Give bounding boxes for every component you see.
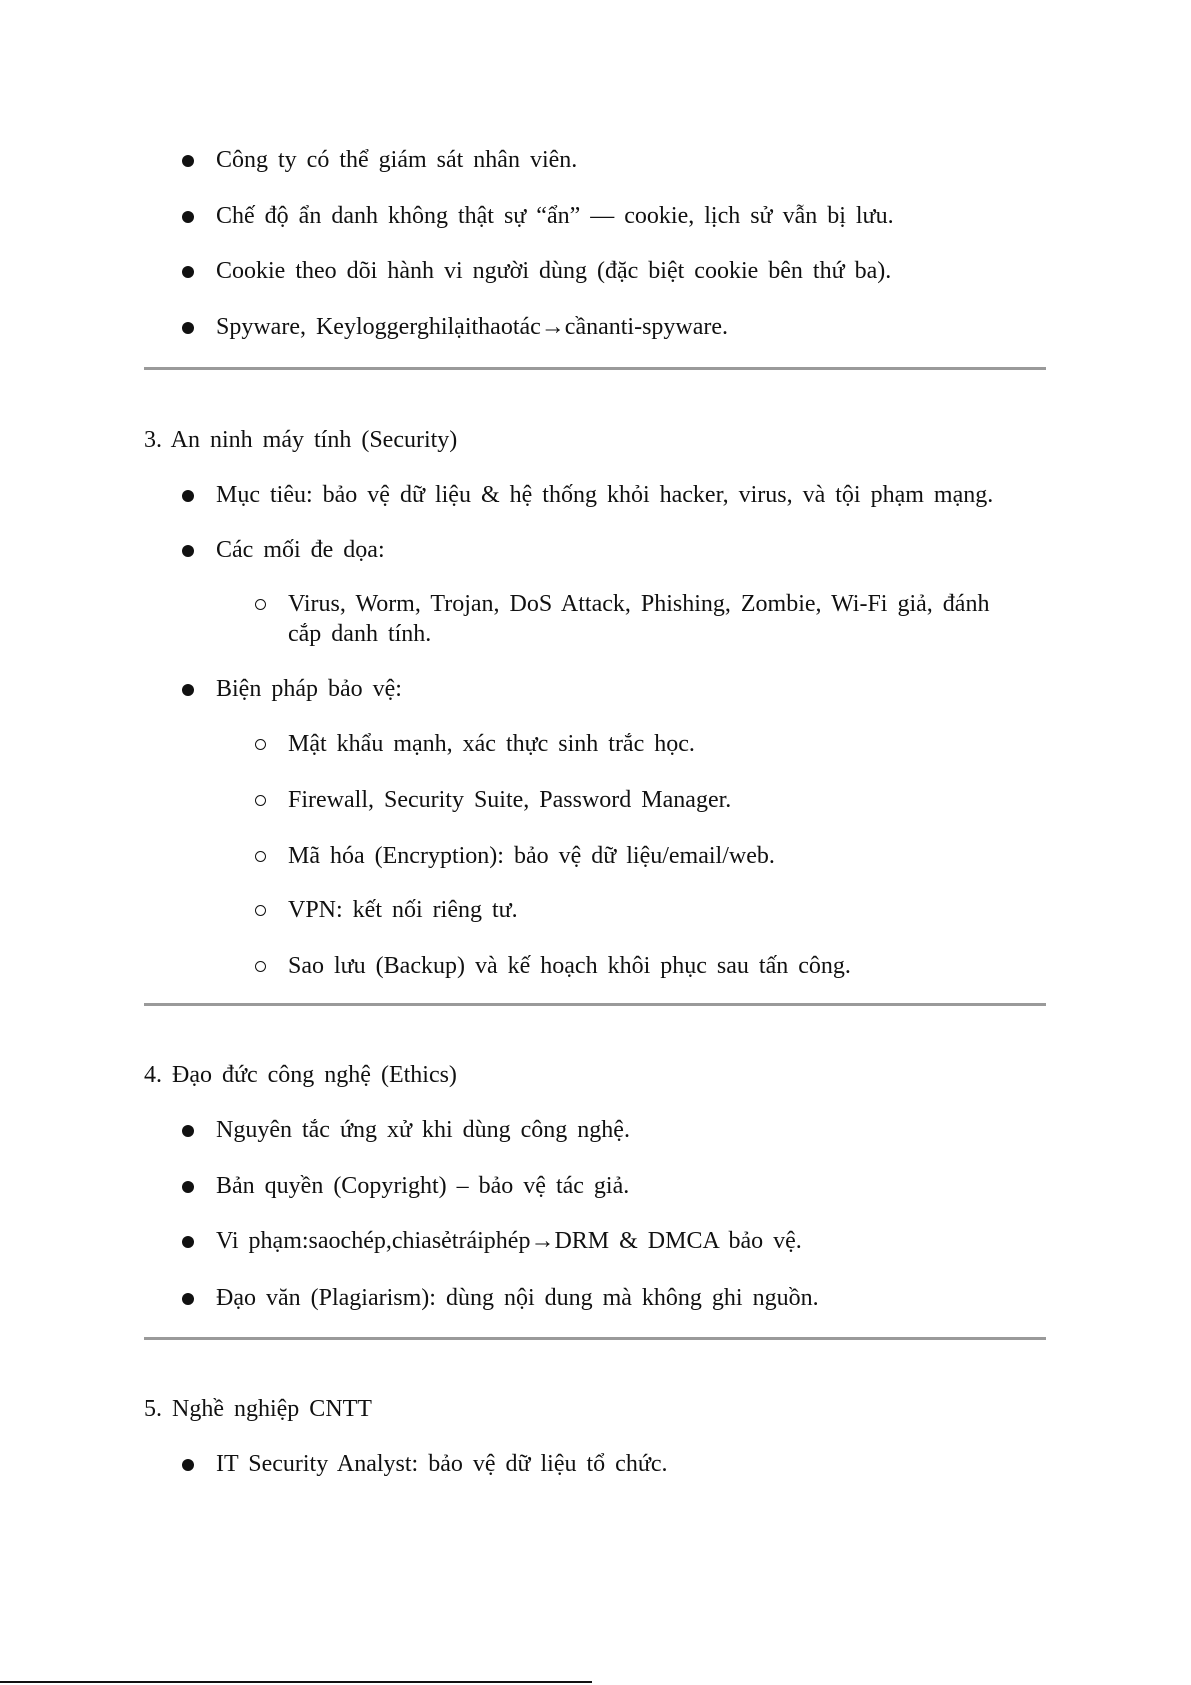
bullet-icon — [182, 155, 194, 167]
list-item: Đạo văn (Plagiarism): dùng nội dung mà không ghi nguồn. — [216, 1285, 819, 1311]
list-item: Spyware, Keyloggerghilạithaotác→cầnanti-spyware. — [216, 314, 729, 340]
bullet-icon — [182, 1236, 194, 1248]
sub-bullet-icon — [255, 961, 266, 972]
sub-bullet-icon — [255, 599, 266, 610]
list-item: Chế độ ẩn danh không thật sự “ẩn” — cookie, lịch sử vẫn bị lưu. — [216, 203, 894, 229]
bullet-icon — [182, 1181, 194, 1193]
sub-bullet-icon — [255, 739, 266, 750]
page-bottom-rule — [0, 1681, 592, 1683]
list-item: Nguyên tắc ứng xử khi dùng công nghệ. — [216, 1117, 630, 1143]
list-item: Công ty có thể giám sát nhân viên. — [216, 147, 578, 173]
list-item: Cookie theo dõi hành vi người dùng (đặc biệt cookie bên thứ ba). — [216, 258, 892, 284]
bullet-icon — [182, 1459, 194, 1471]
section-heading-ethics: 4. Đạo đức công nghệ (Ethics) — [144, 1062, 457, 1088]
list-item: Mục tiêu: bảo vệ dữ liệu & hệ thống khỏi hacker, virus, và tội phạm mạng. — [216, 482, 994, 508]
sub-list-item: Virus, Worm, Trojan, DoS Attack, Phishing, Zombie, Wi-Fi giả, đánh — [288, 591, 990, 617]
list-item: IT Security Analyst: bảo vệ dữ liệu tổ chức. — [216, 1451, 668, 1477]
sub-bullet-icon — [255, 905, 266, 916]
section-heading-security: 3. An ninh máy tính (Security) — [144, 427, 458, 453]
bullet-icon — [182, 266, 194, 278]
bullet-icon — [182, 1125, 194, 1137]
list-item: Biện pháp bảo vệ: — [216, 676, 402, 702]
section-divider — [144, 1337, 1046, 1340]
sub-list-item: Mật khẩu mạnh, xác thực sinh trắc học. — [288, 731, 695, 757]
list-item: Vi phạm:saochép,chiasẻtráiphép→DRM & DMCA bảo vệ. — [216, 1228, 802, 1254]
bullet-icon — [182, 211, 194, 223]
list-item: Bản quyền (Copyright) – bảo vệ tác giả. — [216, 1173, 630, 1199]
sub-list-item: Mã hóa (Encryption): bảo vệ dữ liệu/email/web. — [288, 843, 775, 869]
bullet-icon — [182, 322, 194, 334]
bullet-icon — [182, 545, 194, 557]
bullet-icon — [182, 1293, 194, 1305]
bullet-icon — [182, 490, 194, 502]
sub-list-item: Sao lưu (Backup) và kế hoạch khôi phục sau tấn công. — [288, 953, 851, 979]
bullet-icon — [182, 684, 194, 696]
section-divider — [144, 1003, 1046, 1006]
sub-list-item-continuation: cắp danh tính. — [288, 621, 432, 647]
sub-list-item: Firewall, Security Suite, Password Manager. — [288, 787, 732, 813]
section-divider — [144, 367, 1046, 370]
list-item: Các mối đe dọa: — [216, 537, 385, 563]
sub-bullet-icon — [255, 795, 266, 806]
section-heading-careers: 5. Nghề nghiệp CNTT — [144, 1396, 372, 1422]
sub-list-item: VPN: kết nối riêng tư. — [288, 897, 518, 923]
sub-bullet-icon — [255, 851, 266, 862]
